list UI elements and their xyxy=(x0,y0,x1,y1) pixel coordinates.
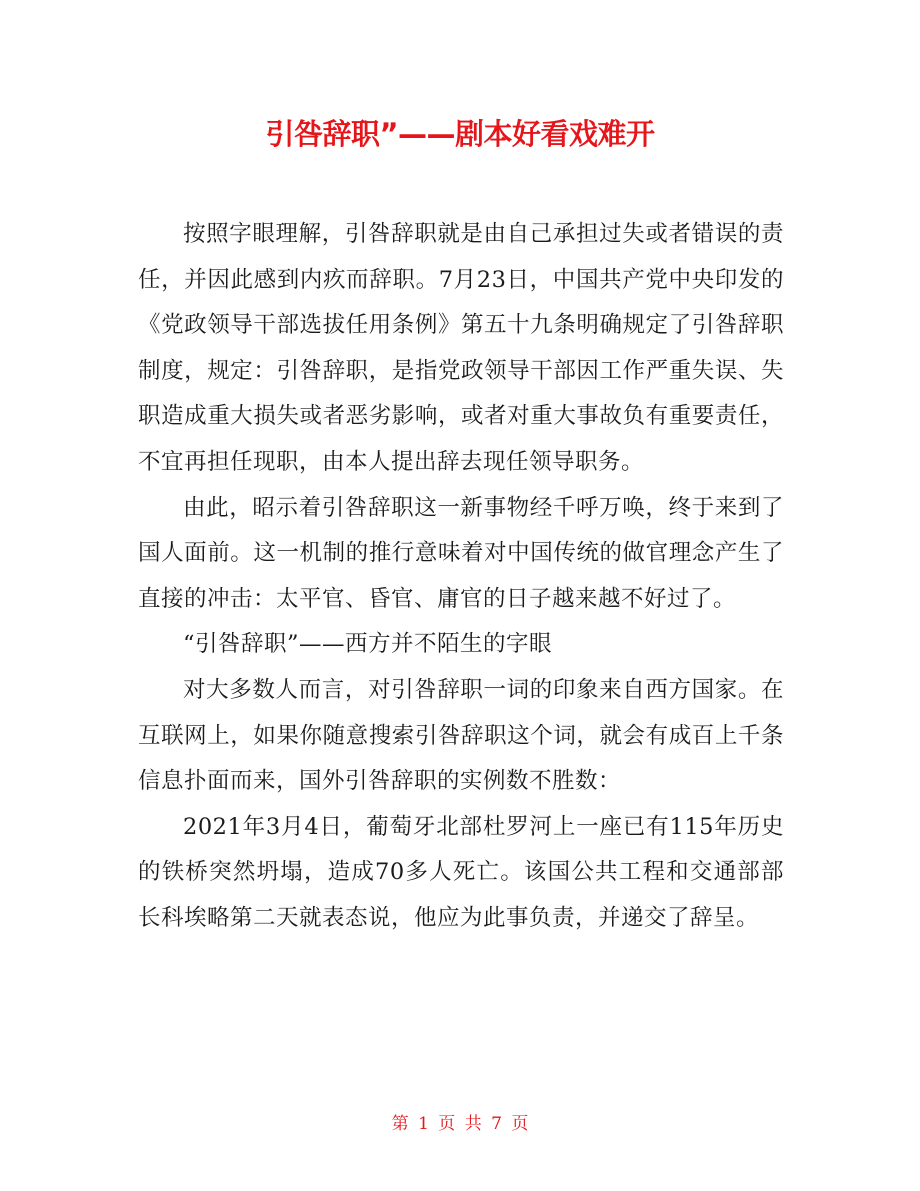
paragraph-2: 由此，昭示着引咎辞职这一新事物经千呼万唤，终于来到了国人面前。这一机制的推行意味着对中国传统的做官理念产生了直接的冲击：太平官、昏官、庸官的日子越来越不好过了。 xyxy=(138,494,784,612)
paragraph-4: 2021年3月4日，葡萄牙北部杜罗河上一座已有115年历史的铁桥突然坍塌，造成70多人死亡。该国公共工程和交通部部长科埃略第二天就表态说，他应为此事负责，并递交了辞呈。 xyxy=(138,813,784,931)
document-title: 引咎辞职”——剧本好看戏难开 xyxy=(265,117,655,151)
section-heading: “引咎辞职”——西方并不陌生的字眼 xyxy=(183,631,553,658)
document-body xyxy=(138,212,784,942)
paragraph-3: 对大多数人而言，对引咎辞职一词的印象来自西方国家。在互联网上，如果你随意搜索引咎辞职这个词，就会有成百上千条信息扑面而来，国外引咎辞职的实例数不胜数： xyxy=(138,676,784,795)
page-footer: 第 1 页 共 7 页 xyxy=(391,1114,529,1134)
paragraph-1: 按照字眼理解，引咎辞职就是由自己承担过失或者错误的责任，并因此感到内疚而辞职。7月23日，中国共产党中央印发的《党政领导干部选拔任用条例》第五十九条明确规定了引咎辞职制度，规定：引咎辞职，是指党政领导干部因工作严重失误、失职造成重大损失或者恶劣影响，或者对重大事故负有重要责任，不宜再担任现职，由本人提出辞去现任领导职务。 xyxy=(138,221,784,475)
